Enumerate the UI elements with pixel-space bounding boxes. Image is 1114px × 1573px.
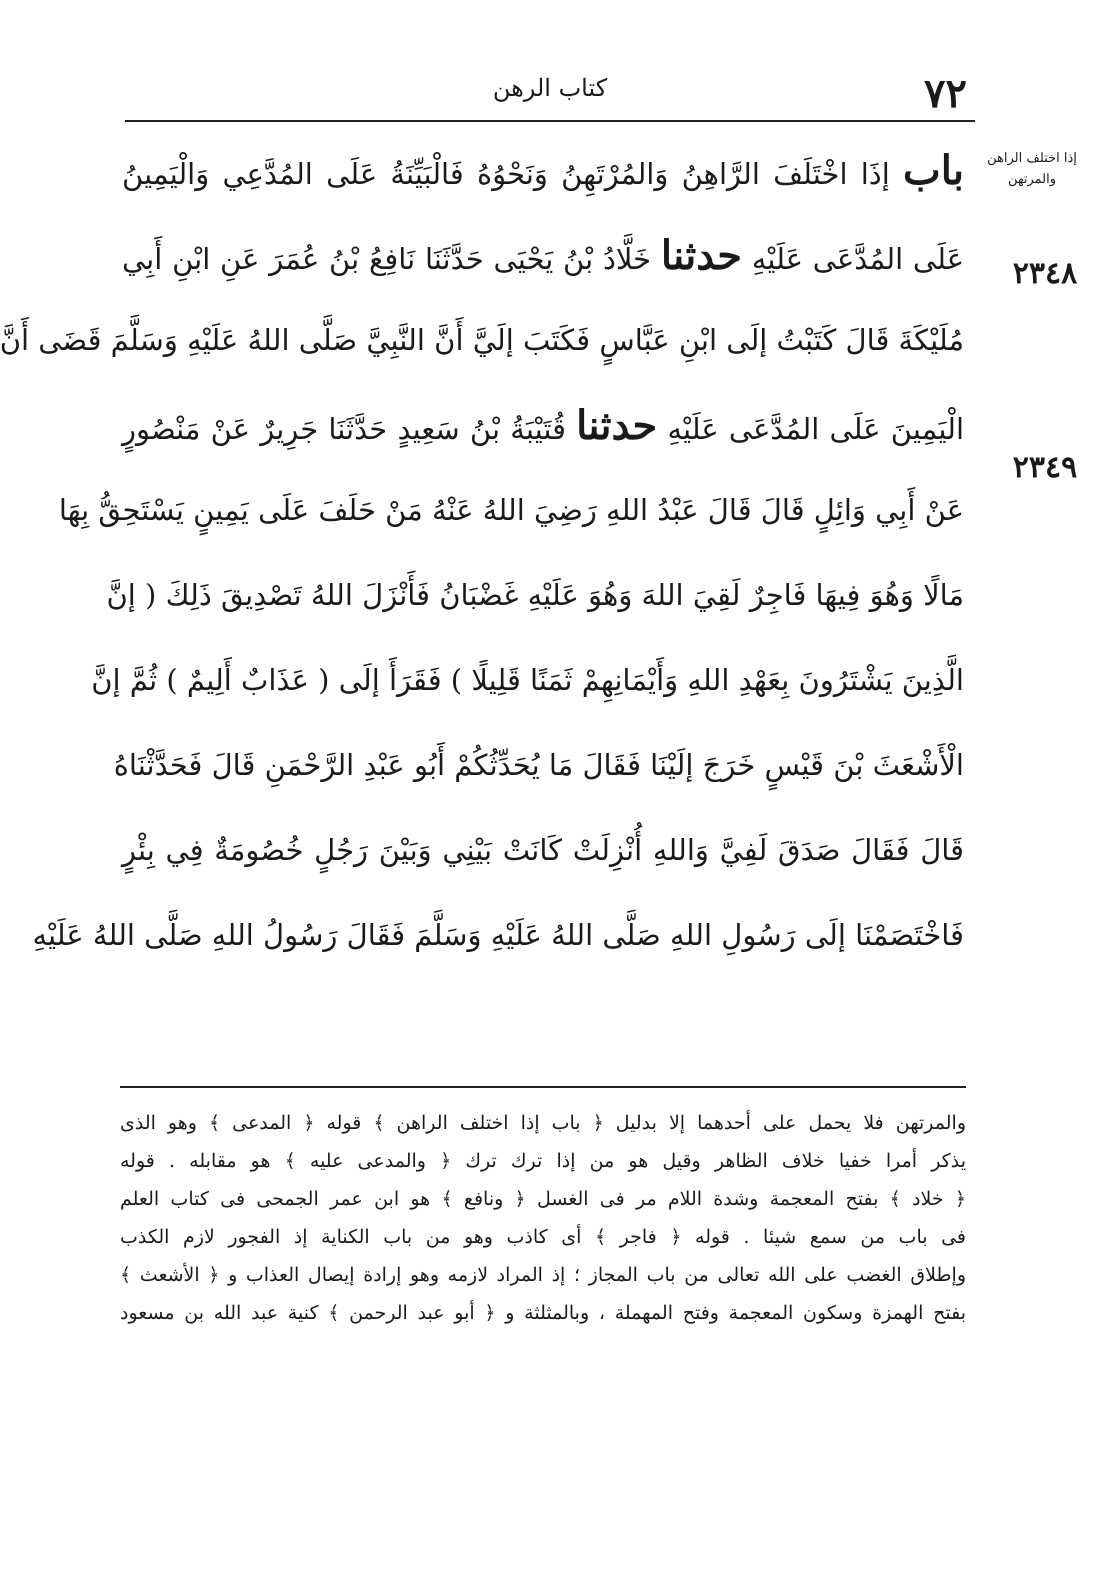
main-line-6: مَالًا وَهُوَ فِيهَا فَاجِرٌ لَقِيَ اللهَ وَهُوَ عَلَيْهِ غَضْبَانُ فَأَنْزَلَ اللهُ تَصْدِيقَ ذَلِكَ ( إنَّ bbox=[106, 578, 964, 612]
hadith-number-2348: ٢٣٤٨ bbox=[1012, 256, 1078, 291]
hadith-number-2349: ٢٣٤٩ bbox=[1012, 450, 1078, 485]
main-text bbox=[0, 128, 965, 978]
main-line-2: عَلَى المُدَّعَى عَلَيْهِ حدثنا خَلَّادُ بْنُ يَحْيَى حَدَّثَنَا نَافِعُ بْنُ عُمَرَ عَنِ ابْنِ أَبِي bbox=[122, 232, 965, 279]
main-line-10: فَاخْتَصَمْنَا إلَى رَسُولِ اللهِ صَلَّى اللهُ عَلَيْهِ وَسَلَّمَ فَقَالَ رَسُولُ اللهِ صَلَّى اللهُ عَلَيْهِ bbox=[32, 918, 964, 952]
chapter-heading-word: باب bbox=[903, 147, 965, 194]
narration-keyword: حدثنا bbox=[576, 402, 658, 449]
narration-keyword: حدثنا bbox=[660, 232, 743, 279]
footnotes bbox=[120, 1104, 966, 1332]
footnote-line-5: وإطلاق الغضب على الله تعالى من باب المجاز ؛ إذ المراد لازمه وهو إرادة إيصال العذاب و ﴿ الأشعث ﴾ bbox=[120, 1264, 966, 1286]
footnote-line-2: يذكر أمرا خفيا خلاف الظاهر وقيل هو من إذا ترك ترك ﴿ والمدعى عليه ﴾ هو مقابله . قوله bbox=[120, 1150, 966, 1172]
footnote-line-3: ﴿ خلاد ﴾ بفتح المعجمة وشدة اللام مر فى الغسل ﴿ ونافع ﴾ هو ابن عمر الجمحى فى كتاب العلم bbox=[120, 1188, 966, 1210]
footnote-line-6: بفتح الهمزة وسكون المعجمة وفتح المهملة ، وبالمثلثة و ﴿ أبو عبد الرحمن ﴾ كنية عبد الله بن مسعود bbox=[120, 1302, 966, 1324]
page-header bbox=[125, 66, 975, 122]
main-line-3: مُلَيْكَةَ قَالَ كَتَبْتُ إلَى ابْنِ عَبَّاسٍ فَكَتَبَ إلَيَّ أَنَّ النَّبِيَّ صَلَّى اللهُ عَلَيْهِ وَسَلَّمَ قَضَى أَنَّ bbox=[0, 323, 964, 357]
header-rule bbox=[125, 120, 975, 122]
main-line-8: الْأَشْعَثَ بْنَ قَيْسٍ خَرَجَ إلَيْنَا فَقَالَ مَا يُحَدِّثُكُمْ أَبُو عَبْدِ الرَّحْمَنِ قَالَ فَحَدَّثْنَاهُ bbox=[113, 748, 964, 782]
footnote-line-4: فى باب من سمع شيئا . قوله ﴿ فاجر ﴾ أى كاذب وهو من باب الكناية إذ الفجور لازم الكذب bbox=[120, 1226, 966, 1248]
running-title: كتاب الرهن bbox=[492, 74, 608, 102]
main-line-9: قَالَ فَقَالَ صَدَقَ لَفِيَّ وَاللهِ أُنْزِلَتْ كَانَتْ بَيْنِي وَبَيْنَ رَجُلٍ خُصُومَةٌ فِي بِئْرٍ bbox=[122, 833, 964, 867]
main-line-5: عَنْ أَبِي وَائِلٍ قَالَ قَالَ عَبْدُ اللهِ رَضِيَ اللهُ عَنْهُ مَنْ حَلَفَ عَلَى يَمِينٍ يَسْتَحِقُّ بِهَا bbox=[58, 493, 964, 527]
main-line-4: الْيَمِينَ عَلَى المُدَّعَى عَلَيْهِ حدثنا قُتَيْبَةُ بْنُ سَعِيدٍ حَدَّثَنَا جَرِيرٌ عَنْ مَنْصُورٍ bbox=[122, 402, 965, 449]
main-line-7: الَّذِينَ يَشْتَرُونَ بِعَهْدِ اللهِ وَأَيْمَانِهِمْ ثَمَنًا قَلِيلًا ) فَقَرَأَ إلَى ( عَذَابٌ أَلِيمٌ ) ثُمَّ إنَّ bbox=[91, 663, 964, 697]
page-number: ٧٢ bbox=[924, 70, 967, 117]
footnote-line-1: والمرتهن فلا يحمل على أحدهما إلا بدليل ﴿ باب إذا اختلف الراهن ﴾ قوله ﴿ المدعى ﴾ وهو الذى bbox=[120, 1112, 966, 1134]
main-line-1: باب إذَا اخْتَلَفَ الرَّاهِنُ وَالمُرْتَهِنُ وَنَحْوُهُ فَالْبَيِّنَةُ عَلَى المُدَّعِي وَالْيَمِينُ bbox=[122, 147, 965, 194]
margin-note: إذا اختلف الراهن والمرتهن bbox=[987, 151, 1077, 187]
footnote-rule bbox=[120, 1086, 966, 1088]
